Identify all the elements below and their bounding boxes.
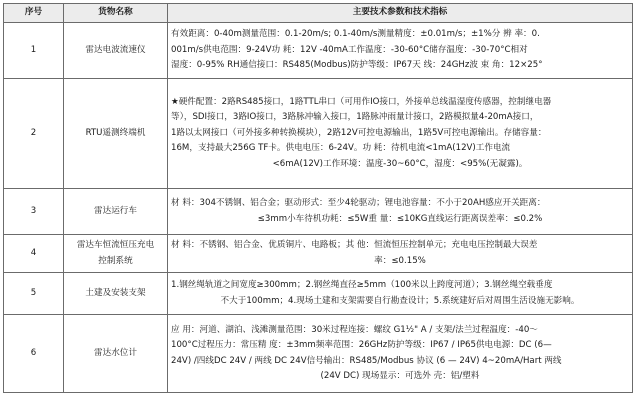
item-name-line: 雷达电波流速仪	[85, 44, 146, 55]
header-no: 序号	[4, 4, 64, 23]
item-name-line: 土建及安装支架	[85, 287, 146, 298]
spec-line: 等），SDI接口，3路IO接口，3路脉冲输入接口，1路脉冲雨量计接口，2路模拟量4-20mA接口，	[171, 112, 539, 123]
item-spec	[168, 79, 633, 189]
spec-sheet	[3, 3, 633, 397]
spec-line: 1.钢丝绳轨道之间宽度≥300mm；2.钢丝绳直径≥5mm（100米以上跨度河道）；3.钢丝绳空载垂度	[171, 280, 553, 291]
spec-line: 有效距离：0-40m测量范围：0.1-20m/s; 0.1-40m/s测量精度：±0.01m/s；±1%分 辨 率：0.	[171, 29, 540, 40]
table-row	[4, 23, 633, 79]
spec-line: 16M，支持最大256G TF卡。供电电压：6-24V。功 耗：待机电流<1mA(12V)工作电流	[171, 143, 511, 154]
table-row	[4, 189, 633, 235]
item-name-line: RTU遥测终端机	[85, 127, 146, 138]
item-spec	[168, 315, 633, 393]
spec-line: 100°C过程压力：常压精 度：±3mm频率范围：26GHz防护等级：IP67 / IP65供电电源：DC (6—	[171, 340, 552, 351]
header-name: 货物名称	[64, 4, 168, 23]
row-number: 6	[4, 315, 64, 393]
row-number: 2	[4, 79, 64, 189]
spec-line: 1路以太网接口（可外接多种转换模块），2路12V可控电源输出，1路5V可控电源输出。存储容量：	[171, 127, 547, 138]
item-spec	[168, 23, 633, 79]
item-name-line: 雷达车恒流恒压充电	[76, 240, 155, 251]
spec-line: 不大于100mm；4.现场土建和支架需要自行勘查设计；5.系统建好后对周围生活设施无影响。	[220, 295, 580, 306]
item-name-line: 雷达水位计	[94, 347, 137, 358]
item-name	[64, 315, 168, 393]
spec-line: 24V) /四线DC 24V / 两线 DC 24V信号输出：RS485/Modbus 协议 (6 — 24V) 4~20mA/Hart 两线	[171, 355, 562, 366]
item-name	[64, 79, 168, 189]
row-number: 5	[4, 273, 64, 315]
spec-line: ≤3mm小车待机功耗：≤5W重 量：≤10KG直线运行距离误差率：≤0.2%	[257, 213, 543, 224]
spec-line: <6mA(12V)工作环境：温度-30~60°C，湿度：<95%(无凝露)。	[272, 158, 528, 169]
spec-line: (24V DC) 现场显示：可选外 壳：铝/塑料	[320, 370, 480, 381]
spec-line: 率：≤0.15%	[374, 255, 426, 266]
spec-line: 湿度：0-95% RH通信接口：RS485(Modbus)防护等级：IP67天 线：24GHz波 束 角：12×25°	[171, 60, 543, 71]
header-spec: 主要技术参数和技术指标	[168, 4, 633, 23]
table-row	[4, 273, 633, 315]
table-header-row	[4, 4, 633, 23]
item-name	[64, 23, 168, 79]
table-row	[4, 235, 633, 273]
spec-table	[3, 3, 633, 393]
item-name	[64, 235, 168, 273]
spec-line: 001m/s供电范围：9-24V功 耗：12V -40mA工作温度：-30-60°C储存温度：-30-70°C相对	[171, 44, 528, 55]
item-name	[64, 273, 168, 315]
row-number: 1	[4, 23, 64, 79]
table-row	[4, 315, 633, 393]
table-row	[4, 79, 633, 189]
row-number: 4	[4, 235, 64, 273]
item-spec	[168, 273, 633, 315]
spec-line: 材 料：304不锈钢、铝合金；驱动形式：至少4轮驱动；锂电池容量：不小于20AH感应开关距离：	[171, 198, 546, 209]
item-name-line: 雷达运行车	[94, 205, 137, 216]
spec-line: ★硬件配置：2路RS485接口，1路TTL串口（可用作IO接口，外接单总线温湿度传感器，控制继电器	[171, 96, 552, 107]
item-spec	[168, 189, 633, 235]
item-name-line: 控制系统	[98, 255, 133, 266]
item-name	[64, 189, 168, 235]
item-spec	[168, 235, 633, 273]
spec-line: 材 料：不锈钢、铝合金、优质铜片、电路板；其 他：恒流恒压控制单元；充电电压控制最大误差	[171, 240, 538, 251]
spec-line: 应 用：河道、湖泊、浅滩测量范围：30米过程连接：螺纹 G1½" A / 支架/法兰过程温度：-40～	[171, 324, 538, 335]
row-number: 3	[4, 189, 64, 235]
